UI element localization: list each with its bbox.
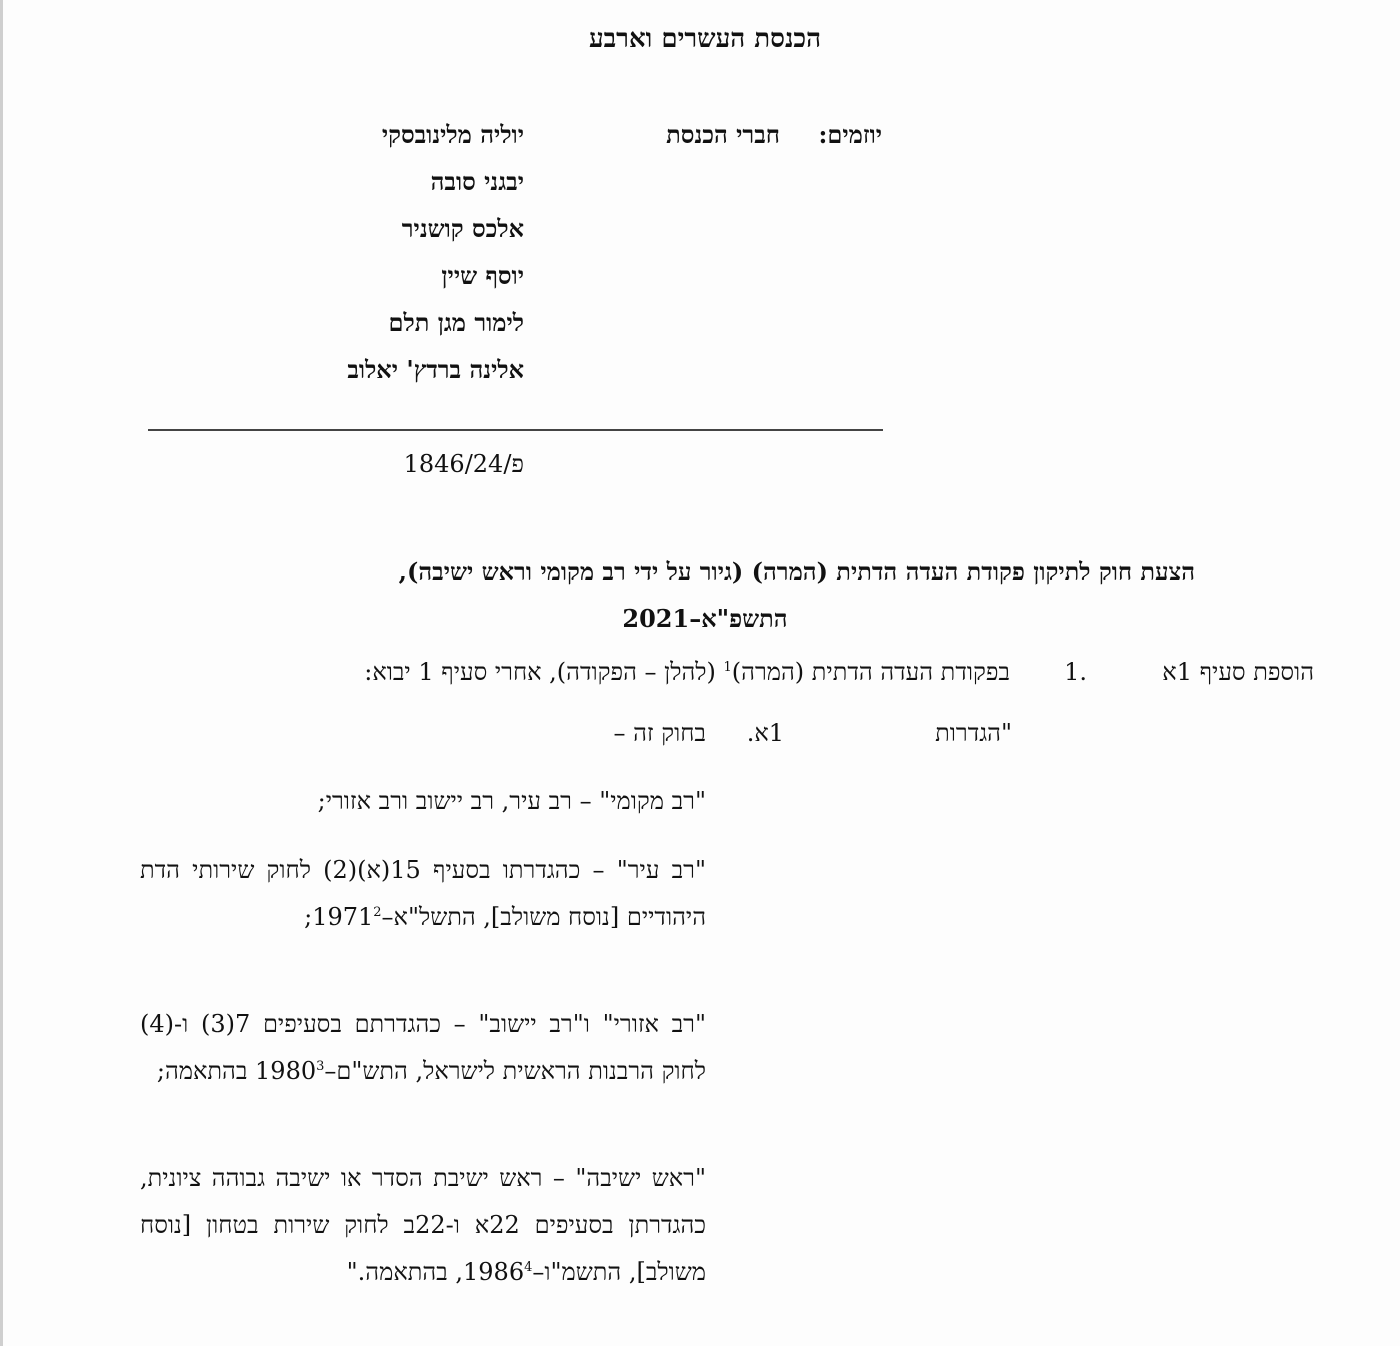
definition-regional-rabbi: [140, 1001, 706, 1095]
bill-title-line2: התשפ"א–2021: [622, 604, 788, 633]
footnote-ref-1: 1: [723, 660, 732, 675]
separator-line: [148, 429, 883, 431]
footnote-ref-3: 3: [316, 1059, 325, 1074]
initiators-label: יוזמים:: [818, 120, 882, 149]
section-1-number: 1.: [1064, 658, 1087, 686]
footnote-ref-4: 4: [524, 1260, 533, 1275]
definition-city-rabbi: [140, 847, 706, 941]
initiator-name: אלינה ברדץ' יאלוב: [347, 355, 524, 384]
definition-yeshiva-head: [140, 1155, 706, 1296]
definition-regional-rabbi-end: בהתאמה;: [156, 1057, 256, 1085]
bill-number: פ/1846/24: [403, 450, 524, 478]
section-1-text-part1: בפקודת העדה הדתית (המרה): [731, 658, 1010, 686]
bill-title-line1: הצעת חוק לתיקון פקודת העדה הדתית (המרה) (גיור על ידי רב מקומי וראש ישיבה),: [398, 557, 1195, 586]
definition-yeshiva-head-text: "ראש ישיבה" – ראש ישיבת הסדר או ישיבה גבוהה ציונית, כהגדרתן בסעיפים 22א ו-22ב לחוק שירות בטחון [נוסח משולב], התשמ"ו–1986: [140, 1164, 706, 1286]
initiators-role: חברי הכנסת: [666, 120, 780, 149]
definitions-margin-title: "הגדרות: [935, 719, 1012, 747]
definition-city-rabbi-end: ;: [304, 903, 313, 931]
section-1a-intro: בחוק זה –: [613, 719, 706, 747]
page-left-border: [0, 0, 3, 1346]
section-1-margin-title: הוספת סעיף 1א: [1162, 658, 1314, 686]
definition-regional-rabbi-text: "רב אזורי" ו"רב יישוב" – כהגדרתם בסעיפים 7(3) ו-(4) לחוק הרבנות הראשית לישראל, התש"ם–1980: [140, 1010, 706, 1085]
initiator-name: יוסף שיין: [441, 261, 524, 290]
initiator-name: יבגני סובה: [430, 167, 524, 196]
definition-local-rabbi: "רב מקומי" – רב עיר, רב יישוב ורב אזורי;: [317, 787, 706, 815]
initiator-name: אלכס קושניר: [401, 214, 524, 243]
definition-yeshiva-head-end: , בהתאמה.": [346, 1258, 464, 1286]
section-1-text-part2: (להלן – הפקודה), אחרי סעיף 1 יבוא:: [364, 658, 724, 686]
knesset-title: הכנסת העשרים וארבע: [588, 24, 822, 54]
footnote-ref-2: 2: [373, 905, 382, 920]
section-1a-number: 1א.: [746, 719, 784, 747]
definition-city-rabbi-text: "רב עיר" – כהגדרתו בסעיף 15(א)(2) לחוק שירותי הדת היהודיים [נוסח משולב], התשל"א–1971: [140, 856, 706, 931]
initiator-name: יוליה מלינובסקי: [381, 120, 524, 149]
initiator-name: לימור מגן תלם: [388, 308, 524, 337]
section-1-text: [364, 658, 1010, 687]
